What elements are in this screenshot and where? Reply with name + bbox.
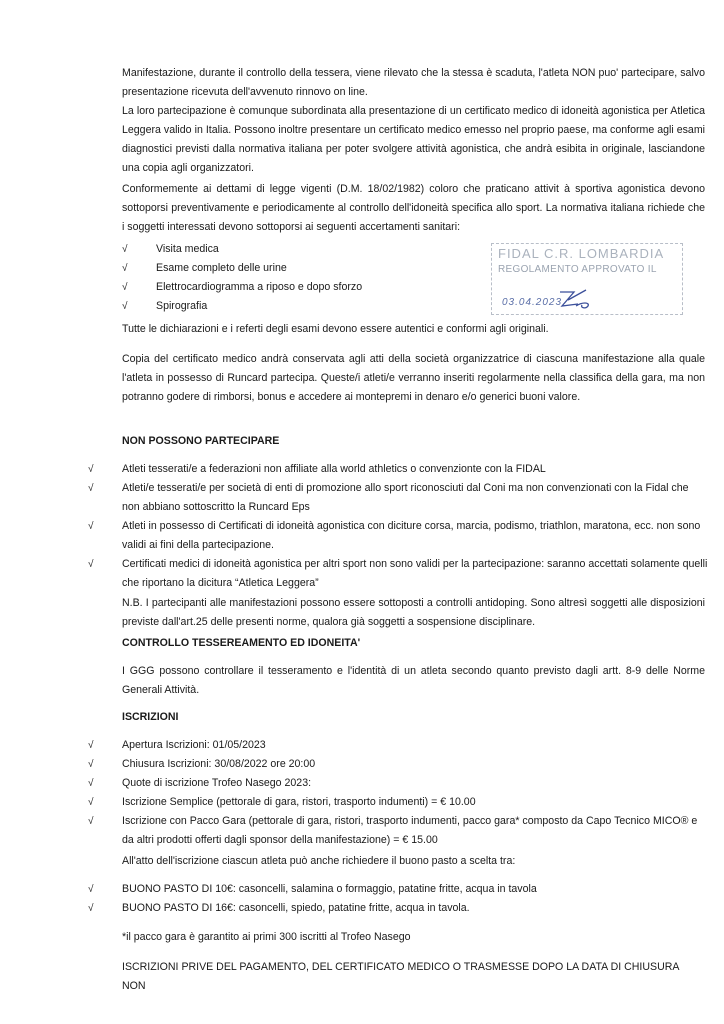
list-item: √ Apertura Iscrizioni: 01/05/2023 [88, 736, 708, 755]
intro-paragraph [122, 64, 705, 178]
list-item: √ Spirografia [122, 297, 462, 316]
check-icon: √ [88, 816, 94, 827]
check-icon: √ [88, 483, 94, 494]
intro-paragraph-line1: Manifestazione, durante il controllo della tessera, viene rilevato che la stessa è scaduta, l'atleta NON puo' partecipare, salvo presentazione ricevuta dell'avvenuto rinnovo on line. [122, 67, 705, 98]
check-icon: √ [88, 797, 94, 808]
approval-stamp [491, 243, 683, 315]
list-item: √ Chiusura Iscrizioni: 30/08/2022 ore 20:00 [88, 755, 708, 774]
copy-paragraph: Copia del certificato medico andrà conservata agli atti della società organizzatrice di ciascuna manifestazione alla quale l'atleta in possesso di Runcard partecipa. Queste/i atleti/e verranno inseriti regolarmente nella classifica della gara, ma non potranno godere di rimborsi, bonus e accedere ai montepremi in denaro e/o generici buoni valore. [122, 353, 705, 403]
meal-voucher-list [88, 880, 708, 918]
stamp-title: FIDAL C.R. LOMBARDIA [498, 246, 665, 261]
check-icon: √ [88, 759, 94, 770]
stamp-date: 03.04.2023 [502, 297, 563, 308]
check-icon: √ [88, 884, 94, 895]
authentic-paragraph: Tutte le dichiarazioni e i referti degli esami devono essere autentici e conformi agli originali. [122, 323, 549, 335]
check-icon: √ [122, 263, 128, 274]
list-item: √ Iscrizione con Pacco Gara (pettorale di gara, ristori, trasporto indumenti, pacco gara* composto da Capo Tecnico MICO® e da altri prodotti offerti dagli sponsor della manifestazione) = € 15.00 [88, 812, 708, 850]
registrations-heading: ISCRIZIONI [122, 711, 179, 723]
closing-statement: ISCRIZIONI PRIVE DEL PAGAMENTO, DEL CERTIFICATO MEDICO O TRASMESSE DOPO LA DATA DI CHIUSURA NON [122, 961, 679, 992]
not-allowed-list [88, 460, 708, 593]
check-icon: √ [122, 282, 128, 293]
meal-intro: All'atto dell'iscrizione ciascun atleta può anche richiedere il buono pasto a scelta tra: [122, 855, 516, 867]
check-icon: √ [88, 903, 94, 914]
antidoping-note: N.B. I partecipanti alle manifestazioni possono essere sottoposti a controlli antidoping. Sono altresì soggetti alle disposizioni previste dall'art.25 delle presenti norme, qualora già soggetti a sospensione disciplinare. [122, 597, 705, 628]
check-icon: √ [88, 778, 94, 789]
medical-checks-list [122, 240, 462, 316]
not-allowed-heading: NON POSSONO PARTECIPARE [122, 435, 280, 447]
list-item: √ Visita medica [122, 240, 462, 259]
list-item: √ Atleti tesserati/e a federazioni non affiliate alla world athletics o convenzionte con la FIDAL [88, 460, 708, 479]
list-item: √ BUONO PASTO DI 16€: casoncelli, spiedo, patatine fritte, acqua in tavola. [88, 899, 708, 918]
list-item: √ Elettrocardiogramma a riposo e dopo sforzo [122, 278, 462, 297]
check-icon: √ [122, 244, 128, 255]
list-item: √ Certificati medici di idoneità agonistica per altri sport non sono validi per la partecipazione: saranno accettati solamente quelli che riportano la dicitura “Atletica Leggera” [88, 555, 708, 593]
check-icon: √ [88, 464, 94, 475]
legal-paragraph: Conformemente ai dettami di legge vigenti (D.M. 18/02/1982) coloro che praticano attivit à sportiva agonistica devono sottoporsi preventivamente e periodicamente al controllo dell'idoneità specifica allo sport. La normativa italiana richiede che i soggetti interessati devono sottoporsi ai seguenti accertamenti sanitari: [122, 183, 705, 233]
list-item: √ Esame completo delle urine [122, 259, 462, 278]
check-icon: √ [122, 301, 128, 312]
registrations-list [88, 736, 708, 850]
stamp-subtitle: REGOLAMENTO APPROVATO IL [498, 264, 657, 275]
list-item: √ Quote di iscrizione Trofeo Nasego 2023: [88, 774, 708, 793]
race-pack-footnote: *il pacco gara è garantito ai primi 300 iscritti al Trofeo Nasego [122, 931, 411, 943]
check-icon: √ [88, 559, 94, 570]
list-item: √ Iscrizione Semplice (pettorale di gara, ristori, trasporto indumenti) = € 10.00 [88, 793, 708, 812]
list-item: √ BUONO PASTO DI 10€: casoncelli, salamina o formaggio, patatine fritte, acqua in tavola [88, 880, 708, 899]
membership-check-text: I GGG possono controllare il tesseramento e l'identità di un atleta secondo quanto previsto dagli artt. 8-9 delle Norme Generali Attività. [122, 665, 705, 696]
check-icon: √ [88, 740, 94, 751]
check-icon: √ [88, 521, 94, 532]
list-item: √ Atleti/e tesserati/e per società di enti di promozione allo sport riconosciuti dal Coni ma non convenzionati con la Fidal che non abbiano sottoscritto la Runcard Eps [88, 479, 708, 517]
membership-check-heading: CONTROLLO TESSEREAMENTO ED IDONEITA' [122, 637, 361, 649]
signature-icon [556, 288, 596, 310]
list-item: √ Atleti in possesso di Certificati di idoneità agonistica con diciture corsa, marcia, podismo, triathlon, maratona, ecc. non sono validi ai fini della partecipazione. [88, 517, 708, 555]
intro-paragraph-line2: La loro partecipazione è comunque subordinata alla presentazione di un certificato medico di idoneità agonistica per Atletica Leggera valido in Italia. Possono inoltre presentare un certificato medico emesso nel proprio paese, ma conforme agli esami diagnostici previsti dalla normativa italiana per poter svolgere attività agonistica, che andrà esibita in originale, lasciandone una copia agli organizzatori. [122, 105, 705, 174]
